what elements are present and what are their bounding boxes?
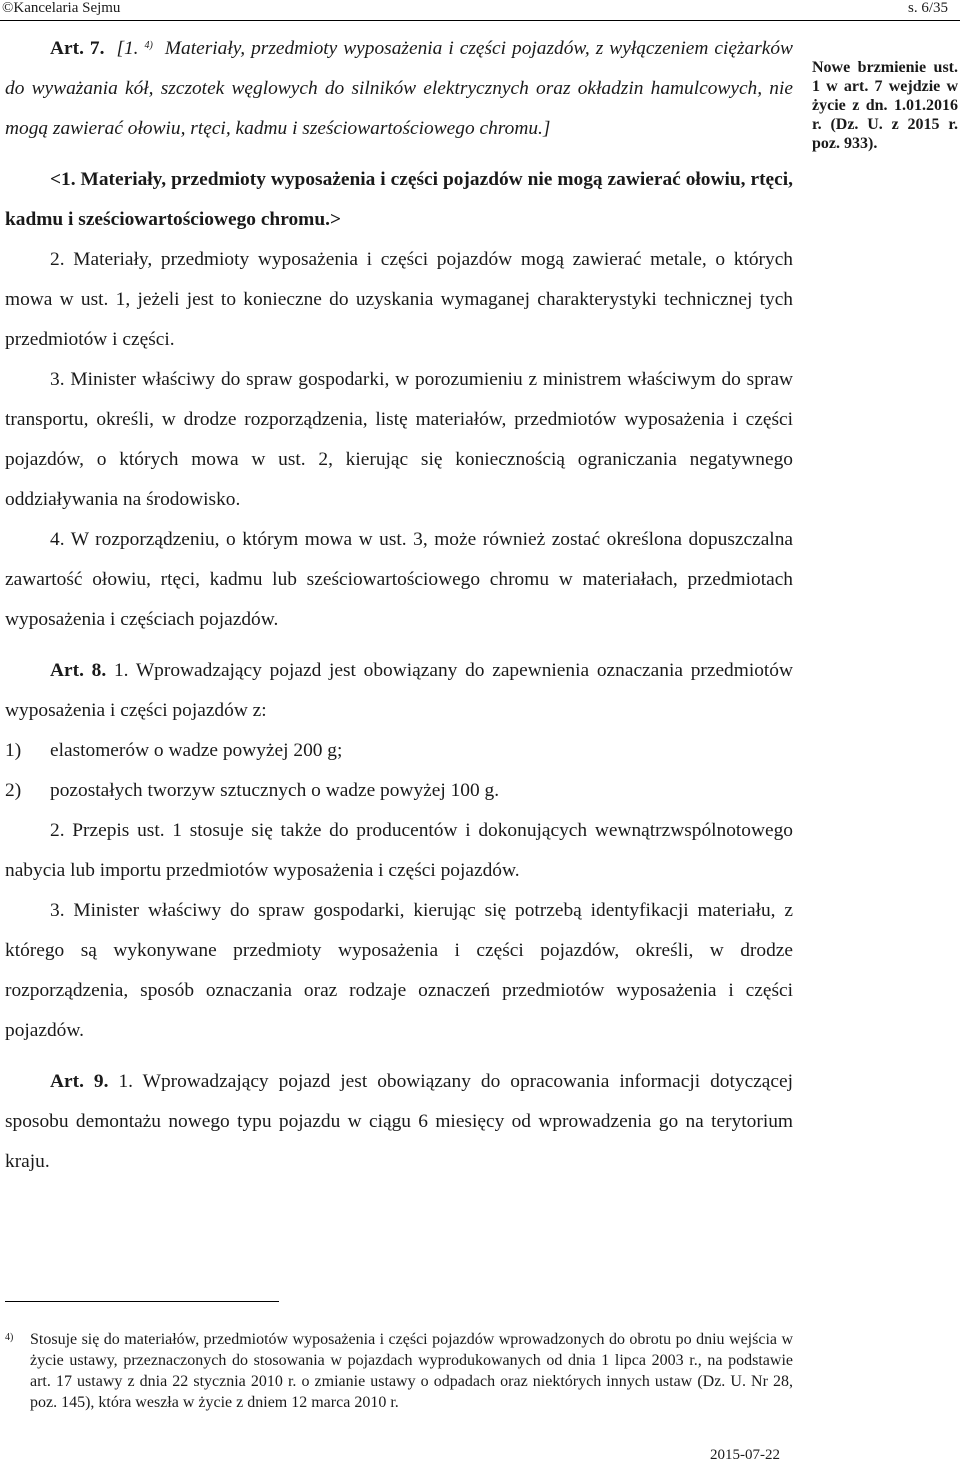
header-rule	[0, 20, 960, 21]
footnote-text: Stosuje się do materiałów, przedmiotów wyposażenia i części pojazdów wprowadzonych do obrotu po dniu wejścia w życie ustawy, przeznaczonych do stosowania w pojazdach wyprodukowanych od dnia 1 lipca 2003 r., na podstawie art. 17 ustawy z dnia 22 stycznia 2010 r. o zmianie ustawy o odpadach oraz niektórych innych ustaw (Dz. U. Nr 28, poz. 145), która weszła w życie z dniem 12 marca 2010 r.	[30, 1331, 793, 1411]
art7-paragraph-2: 2. Materiały, przedmioty wyposażenia i części pojazdów mogą zawierać metale, o których mowa w ust. 1, jeżeli jest to konieczne do uzyskania wymaganej charakterystyki technicznej tych przedmiotów i części.	[5, 249, 793, 350]
footnote	[5, 1329, 793, 1413]
art8-text-1: 1. Wprowadzający pojazd jest obowiązany do zapewnienia oznaczania przedmiotów wyposażenia i części pojazdów z:	[5, 660, 794, 721]
footnote-rule	[5, 1301, 279, 1302]
art7-new-paragraph-1: <1. Materiały, przedmioty wyposażenia i części pojazdów nie mogą zawierać ołowiu, rtęci, kadmu i sześciowartościowego chromu.>	[5, 169, 793, 230]
art7-repealed-text: Materiały, przedmioty wyposażenia i części pojazdów, z wyłączeniem ciężarków do wyważania kół, szczotek węglowych do silników elektrycznych oraz okładzin hamulcowych, nie mogą zawierać ołowiu, rtęci, kadmu i sześciowartościowego chromu.]	[5, 38, 793, 139]
art8-paragraph-3: 3. Minister właściwy do spraw gospodarki, kierując się potrzebą identyfikacji materiału, z którego są wykonywane przedmioty wyposażenia i części pojazdów, określi, w drodze rozporządzenia, sposób oznaczania oraz rodzaje oznaczeń przedmiotów wyposażenia i części pojazdów.	[5, 900, 793, 1041]
art8-label: Art. 8.	[50, 660, 107, 681]
art8-list-item	[5, 771, 793, 811]
list-item-text: pozostałych tworzyw sztucznych o wadze powyżej 100 g.	[50, 780, 500, 801]
art8-paragraph-2: 2. Przepis ust. 1 stosuje się także do producentów i dokonujących wewnątrzwspólnotowego nabycia lub importu przedmiotów wyposażenia i części pojazdów.	[5, 820, 793, 881]
page-header	[0, 0, 960, 20]
list-item-text: elastomerów o wadze powyżej 200 g;	[50, 740, 343, 761]
list-item-number: 2)	[5, 780, 22, 801]
page-number: s. 6/35	[907, 0, 948, 16]
art9-label: Art. 9.	[50, 1071, 109, 1092]
art9-paragraph-1	[5, 1062, 793, 1182]
art7-paragraph-3: 3. Minister właściwy do spraw gospodarki, w porozumieniu z ministrem właściwym do spraw transportu, określi, w drodze rozporządzenia, listę materiałów, przedmiotów wyposażenia i części pojazdów, o których mowa w ust. 2, kierując się koniecznością ograniczania negatywnego oddziaływania na środowisko.	[5, 369, 793, 510]
footnote-ref[interactable]: 4)	[144, 40, 153, 51]
footnote-mark: 4)	[5, 1332, 14, 1343]
margin-note: Nowe brzmienie ust. 1 w art. 7 wejdzie w życie z dn. 1.01.2016 r. (Dz. U. z 2015 r. poz. 933).	[812, 59, 958, 152]
footer-date: 2015-07-22	[710, 1447, 780, 1463]
publisher-label: ©Kancelaria Sejmu	[2, 0, 121, 16]
art9-text-1: 1. Wprowadzający pojazd jest obowiązany do opracowania informacji dotyczącej sposobu demontażu nowego typu pojazdu w ciągu 6 miesięcy od wprowadzenia go na terytorium kraju.	[5, 1071, 793, 1172]
repealed-open-bracket: [1.	[116, 38, 139, 59]
art7-repealed-paragraph	[5, 29, 793, 149]
art8-list-item	[5, 731, 793, 771]
art7-label: Art. 7.	[50, 38, 105, 59]
list-item-number: 1)	[5, 740, 22, 761]
art7-paragraph-4: 4. W rozporządzeniu, o którym mowa w ust. 3, może również zostać określona dopuszczalna zawartość ołowiu, rtęci, kadmu lub sześciowartościowego chromu w materiałach, przedmiotach wyposażenia i częściach pojazdów.	[5, 529, 793, 630]
document-body	[5, 29, 793, 1182]
art8-paragraph-1	[5, 651, 793, 731]
